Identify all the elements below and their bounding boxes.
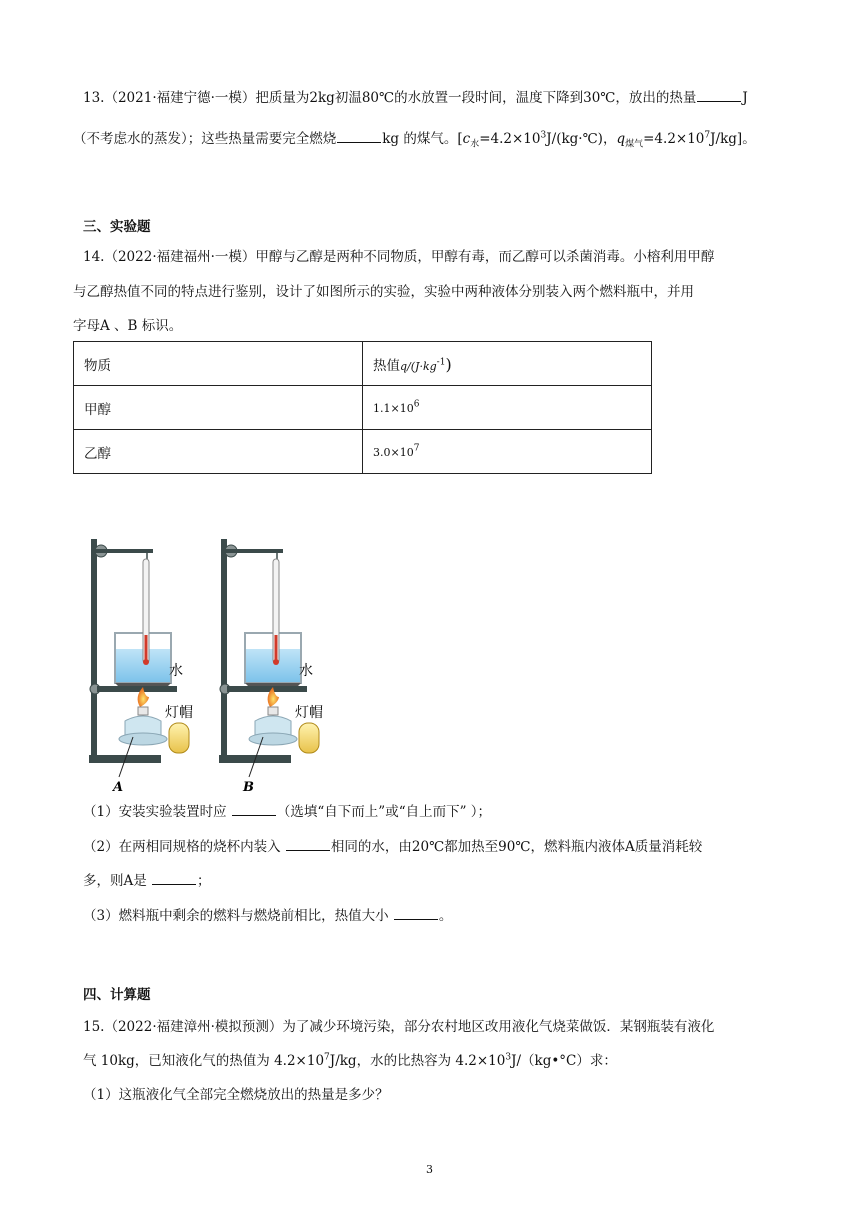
q14-sub3: [83, 906, 452, 926]
stand-rod-b: [221, 539, 227, 759]
q14-sub1-text: （1）安装实验装置时应: [83, 804, 227, 820]
section-title-experiment: 三、实验题: [83, 219, 151, 235]
value-mantissa: 1.1×10: [373, 401, 414, 415]
q13-blank-2: [337, 129, 381, 143]
q13-text-3: kg 的煤气。[: [382, 131, 463, 147]
page-number: 3: [426, 1163, 433, 1176]
q14-line2: 与乙醇热值不同的特点进行鉴别，设计了如图所示的实验，实验中两种液体分别装入两个燃料瓶中，并用: [73, 284, 694, 300]
q14-sub1: [83, 802, 491, 822]
q14-sub2-blank-1: [286, 837, 330, 851]
q15-text-2: J/kg，水的比热容为 4.2×10: [329, 1053, 506, 1069]
q15-text: 气 10kg，已知液化气的热值为 4.2×10: [83, 1053, 325, 1069]
q15-exp-1: 7: [324, 1052, 330, 1063]
q15-sub1: （1）这瓶液化气全部完全燃烧放出的热量是多少？: [83, 1087, 389, 1103]
heat-value-table: [73, 341, 652, 474]
q13-text-2: （不考虑水的蒸发）；这些热量需要完全燃烧: [73, 131, 337, 147]
q13-text: 13.（2021·福建宁德·一模）把质量为2kg初温80℃的水放置一段时间，温度下降到30℃，放出的热量: [83, 90, 697, 106]
value-mantissa: 3.0×10: [373, 445, 414, 459]
q-symbol: q: [616, 131, 626, 147]
c-value: =4.2×10: [479, 131, 541, 147]
section-title-calculation: 四、计算题: [83, 987, 151, 1003]
q15-exp-2: 3: [505, 1052, 512, 1063]
lamp-cap-a: [169, 723, 189, 753]
clamp-arm-b: [225, 549, 283, 553]
q14-sub1-blank: [232, 802, 276, 816]
q14-sub2-text-3: 多，则A是: [83, 873, 147, 889]
q14-sub2: [83, 837, 702, 857]
q14-sub1-options: （选填“自下而上”或“自上而下” ）；: [276, 804, 492, 820]
q14-sub3-blank: [394, 906, 438, 920]
c-unit: J/(kg·℃)，: [546, 131, 617, 147]
q14-sub2-text-2: 相同的水，由20℃都加热至90℃，燃料瓶内液体A质量消耗较: [330, 839, 703, 855]
c-sub: 水: [470, 139, 480, 150]
value-exp: 6: [413, 399, 420, 409]
q-unit: J/kg]。: [710, 131, 756, 147]
apparatus-figure: [85, 525, 345, 795]
heat-value-unit-close: ): [445, 354, 452, 374]
apparatus-a: [89, 539, 189, 777]
q15-line1: 15.（2022·福建漳州·模拟预测）为了减少环境污染，部分农村地区改用液化气烧菜做饭．某钢瓶装有液化: [83, 1019, 715, 1035]
ring-a: [97, 686, 177, 692]
table-header-heat-value: [363, 342, 652, 386]
q15-text-3: J/（kg•°C）求：: [511, 1053, 617, 1069]
label-b: B: [243, 780, 254, 795]
q14-sub2-text: （2）在两相同规格的烧杯内装入: [83, 839, 281, 855]
table-header-substance: 物质: [74, 342, 363, 386]
q14-sub3-end: 。: [438, 908, 453, 924]
q14-sub3-text: （3）燃料瓶中剩余的燃料与燃烧前相比，热值大小: [83, 908, 389, 924]
q13-blank-1: [697, 88, 741, 102]
table-cell-value: [363, 430, 652, 474]
table-header-row: [74, 342, 652, 386]
q13-line1: [83, 88, 748, 108]
q14-sub2-blank-2: [152, 871, 196, 885]
table-cell-substance: 乙醇: [74, 430, 363, 474]
label-a: A: [113, 780, 124, 795]
q14-sub2-end: ；: [197, 873, 211, 889]
table-row: [74, 386, 652, 430]
c-symbol: c: [462, 131, 471, 147]
ring-b: [227, 686, 307, 692]
table-row: [74, 430, 652, 474]
clamp-arm-a: [95, 549, 153, 553]
value-exp: 7: [413, 443, 420, 453]
label-cap-a: 灯帽: [165, 705, 193, 721]
q14-line3: 字母A 、B 标识。: [73, 318, 183, 334]
q-exp: 7: [704, 130, 711, 141]
q14-sub2-cont: [83, 871, 211, 891]
heat-value-label: 热值: [373, 357, 400, 374]
heat-value-unit: q/(J·kg: [400, 359, 437, 373]
table-cell-substance: 甲醇: [74, 386, 363, 430]
heat-value-unit-exp: -1: [436, 357, 446, 367]
q-sub: 煤气: [625, 139, 644, 150]
q-value: =4.2×10: [643, 131, 705, 147]
q14-line1: 14.（2022·福建福州·一模）甲醇与乙醇是两种不同物质，甲醇有毒，而乙醇可以杀菌消毒。小榕利用甲醇: [83, 249, 715, 265]
label-water-b: 水: [299, 663, 313, 679]
label-cap-b: 灯帽: [295, 705, 323, 721]
label-water-a: 水: [169, 663, 183, 679]
c-exp: 3: [540, 130, 547, 141]
stand-rod-a: [91, 539, 97, 759]
apparatus-b: [219, 539, 319, 777]
q13-line2: [73, 129, 756, 149]
q15-line2: [83, 1051, 617, 1071]
q13-unit: J: [742, 90, 748, 106]
table-cell-value: [363, 386, 652, 430]
lamp-cap-b: [299, 723, 319, 753]
